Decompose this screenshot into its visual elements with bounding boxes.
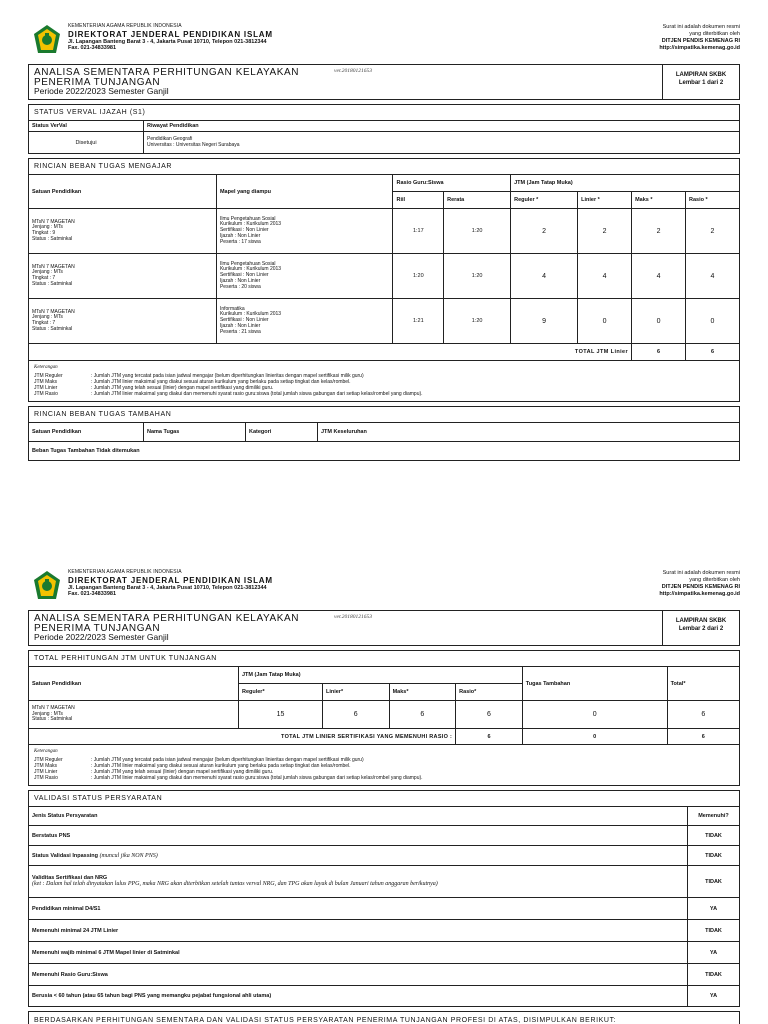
- sheet-number: Lembar 2 dari 2: [678, 625, 724, 632]
- riwayat-value: [144, 132, 740, 154]
- req-value: TIDAK: [688, 846, 740, 866]
- ket-value: : Jumlah JTM linier maksimal yang diakui dan memenuhi syarat rasio guru:siswa (total jumlah siswa gabungan dari setiap kelas/rombel yang diampu).: [91, 775, 423, 781]
- ket-key: JTM Maks: [34, 379, 58, 385]
- table-row: [29, 866, 740, 898]
- req-note: (muncul jika NON PNS): [99, 852, 158, 859]
- col-maks: [632, 192, 686, 209]
- ministry-name: KEMENTERIAN AGAMA REPUBLIK INDONESIA: [68, 23, 182, 29]
- school-name: MTsN 7 MAGETAN: [32, 218, 75, 225]
- col-memenuhi: Memenuhi?: [688, 807, 740, 826]
- kesimpulan-section: [28, 1011, 740, 1024]
- ket-value: : Jumlah JTM linier maksimal yang diakui sesuai aturan kurikulum yang berlaku pada setiap tingkat dan kelas/rombel.: [91, 379, 351, 385]
- document-period: Periode 2022/2023 Semester Ganjil: [34, 86, 169, 96]
- ijazah: Ijazah : Non Linier: [219, 232, 261, 239]
- total-jtm-table: [28, 666, 740, 745]
- ket-key: JTM Linier: [34, 385, 58, 391]
- total-maks: 6: [632, 344, 686, 361]
- req-label: Berstatus PNS: [29, 826, 688, 846]
- jenjang: Jenjang : MTs: [32, 224, 63, 231]
- req-label: Memenuhi Rasio Guru:Siswa: [29, 964, 688, 986]
- sum-tugas: 0: [522, 729, 667, 745]
- linier-cell: 0: [578, 299, 632, 344]
- linier-cell: 2: [578, 209, 632, 254]
- ket-key: JTM Rasio: [34, 775, 58, 781]
- tingkat: Tingkat : 7: [32, 320, 56, 326]
- document-title: ANALISA SEMENTARA PERHITUNGAN KELAYAKAN PENERIMA TUNJANGAN: [34, 67, 300, 88]
- sum-row: [29, 729, 740, 745]
- section-heading: RINCIAN BEBAN TUGAS MENGAJAR: [29, 159, 739, 175]
- official-note-issuer: DITJEN PENDIS KEMENAG RI: [661, 584, 740, 591]
- reguler-cell: 9: [511, 299, 578, 344]
- status: Status : Satminkal: [32, 235, 73, 242]
- col-kategori: Kategori: [246, 423, 318, 442]
- req-note: (ket : Dalam hal telah dinyatakan lulus PPG, maka NRG akan diterbitkan setelah tuntas verval NRG, dan TPG akan layak di bulan Januari tahun anggaran berikutnya): [32, 881, 438, 888]
- tingkat: Tingkat : 9: [32, 230, 56, 236]
- req-label: Pendidikan minimal D4/S1: [29, 898, 688, 920]
- col-rasio: [456, 684, 523, 701]
- official-note-line: yang diterbitkan oleh: [689, 577, 740, 584]
- keterangan-title: Keterangan: [34, 365, 58, 370]
- rerata-cell: 1:20: [444, 254, 511, 299]
- ket-value: : Jumlah JTM yang telah sesuai (linier) dengan mapel sertifikasi yang dimiliki guru.: [91, 385, 274, 391]
- address: Jl. Lapangan Banteng Barat 3 - 4, Jakarta Pusat 10710, Telepon 021-3812344: [68, 584, 267, 591]
- total-jtm-section: [28, 650, 740, 786]
- school-name: MTsN 7 MAGETAN: [32, 704, 75, 711]
- star-mark: *: [597, 197, 600, 203]
- section-heading: TOTAL PERHITUNGAN JTM UNTUK TUNJANGAN: [29, 651, 739, 667]
- req-value: YA: [688, 898, 740, 920]
- lembar-2: [28, 568, 740, 1024]
- col-rasio-label: Rasio: [459, 689, 475, 695]
- col-nama-tugas: Nama Tugas: [144, 423, 246, 442]
- col-linier: [322, 684, 389, 701]
- sum-jtm: 6: [456, 729, 523, 745]
- col-reguler-label: Reguler: [514, 197, 535, 203]
- sertifikasi: Sertifikasi : Non Linier: [219, 272, 269, 279]
- riwayat-universitas: Universitas : Universitas Negeri Surabaya: [147, 141, 240, 148]
- document-title-box: [28, 610, 740, 646]
- official-note-line: Surat ini adalah dokumen resmi: [662, 24, 740, 30]
- official-note-line: Surat ini adalah dokumen resmi: [662, 570, 740, 576]
- rasio-cell: 6: [456, 701, 523, 729]
- req-label: Memenuhi wajib minimal 6 JTM Mapel linier di Satminkal: [29, 942, 688, 964]
- col-linier-label: Linier: [325, 689, 341, 695]
- section-heading: RINCIAN BEBAN TUGAS TAMBAHAN: [29, 407, 739, 423]
- official-note-line: yang diterbitkan oleh: [689, 31, 740, 38]
- table-row: [29, 920, 740, 942]
- linier-cell: 4: [578, 254, 632, 299]
- mapel-cell: [216, 254, 393, 299]
- status: Status : Satminkal: [32, 716, 73, 723]
- tugas-cell: 0: [522, 701, 667, 729]
- table-row: [29, 846, 740, 866]
- table-row: [29, 898, 740, 920]
- table-row: [29, 942, 740, 964]
- section-heading: VALIDASI STATUS PERSYARATAN: [29, 791, 739, 807]
- col-reguler: [511, 192, 578, 209]
- col-maks: [389, 684, 456, 701]
- table-row: [29, 209, 740, 254]
- sertifikasi: Sertifikasi : Non Linier: [219, 227, 269, 234]
- satuan-cell: [29, 701, 239, 729]
- col-satuan: Satuan Pendidikan: [29, 423, 144, 442]
- sum-total: 6: [667, 729, 739, 745]
- ministry-name: KEMENTERIAN AGAMA REPUBLIK INDONESIA: [68, 569, 182, 575]
- satuan-cell: [29, 254, 217, 299]
- kurikulum: Kurikulum : Kurikulum 2013: [219, 266, 282, 273]
- kurikulum: Kurikulum : Kurikulum 2013: [219, 311, 282, 318]
- col-rasio-label: Rasio: [689, 197, 704, 203]
- col-total-label: Total: [670, 680, 684, 687]
- col-tugas-tambahan: Tugas Tambahan: [522, 667, 667, 701]
- ket-key: JTM Linier: [34, 769, 58, 775]
- tingkat: Tingkat : 7: [32, 275, 56, 281]
- rerata-cell: 1:20: [444, 299, 511, 344]
- lampiran-box: [662, 611, 739, 645]
- dirjen-name: DIREKTORAT JENDERAL PENDIDIKAN ISLAM: [68, 575, 273, 585]
- col-reguler-label: Reguler: [241, 689, 263, 695]
- star-mark: *: [536, 197, 539, 203]
- mapel-cell: [216, 209, 393, 254]
- kesimpulan-heading: BERDASARKAN PERHITUNGAN SEMENTARA DAN VALIDASI STATUS PERSYARATAN PENERIMA TUNJANGAN PROFESI DI ATAS, DISIMPULKAN BERIKUT:: [29, 1012, 739, 1024]
- col-mapel: Mapel yang diampu: [216, 175, 393, 209]
- table-row: [29, 701, 740, 729]
- table-row: [29, 254, 740, 299]
- req-label: Status Validasi Inpassing: [32, 852, 99, 859]
- kemenag-logo-icon: [32, 570, 62, 602]
- req-value: YA: [688, 942, 740, 964]
- school-name: MTsN 7 MAGETAN: [32, 308, 75, 315]
- fax: Fax. 021-34833981: [68, 591, 117, 598]
- fax: Fax. 021-34833981: [68, 45, 117, 52]
- ket-key: JTM Reguler: [34, 757, 63, 763]
- table-row: [29, 826, 740, 846]
- riil-cell: 1:20: [393, 254, 444, 299]
- simpatika-link[interactable]: http://simpatika.kemenag.go.id: [659, 45, 740, 52]
- letterhead: [28, 22, 740, 62]
- ket-key: JTM Rasio: [34, 391, 58, 397]
- ket-value: : Jumlah JTM yang tercatat pada isian jadwal mengajar (belum diperhitungkan linieritas dengan mapel sertifikasi milik guru): [91, 373, 364, 379]
- riil-cell: 1:21: [393, 299, 444, 344]
- keterangan: [29, 360, 739, 401]
- kemenag-logo-icon: [32, 24, 62, 56]
- col-status-verval: Status VerVal: [29, 121, 144, 132]
- sheet-number: Lembar 1 dari 2: [678, 79, 724, 86]
- ket-value: : Jumlah JTM linier maksimal yang diakui sesuai aturan kurikulum yang berlaku pada setiap tingkat dan kelas/rombel.: [91, 763, 351, 769]
- col-maks-label: Maks: [392, 689, 407, 695]
- star-mark: *: [650, 197, 653, 203]
- ijazah: Ijazah : Non Linier: [219, 322, 261, 329]
- maks-cell: 6: [389, 701, 456, 729]
- peserta: Peserta : 17 siswa: [219, 238, 261, 245]
- col-reguler: [238, 684, 322, 701]
- tambahan-table: [28, 422, 740, 461]
- verval-status-value: Disetujui: [29, 132, 144, 154]
- ket-value: : Jumlah JTM yang telah sesuai (linier) dengan mapel sertifikasi yang dimiliki guru.: [91, 769, 274, 775]
- col-linier: [578, 192, 632, 209]
- req-value: TIDAK: [688, 964, 740, 986]
- maks-cell: 0: [632, 299, 686, 344]
- reguler-cell: 4: [511, 254, 578, 299]
- lembar-1: [28, 22, 740, 461]
- col-jenis: Jenis Status Persyaratan: [29, 807, 688, 826]
- validasi-section: [28, 790, 740, 1007]
- lampiran-box: [662, 65, 739, 99]
- col-jtm-keseluruhan: JTM Keseluruhan: [318, 423, 740, 442]
- satuan-cell: [29, 209, 217, 254]
- peserta: Peserta : 20 siswa: [219, 283, 261, 290]
- validasi-table: [28, 806, 740, 1007]
- official-note-issuer: DITJEN PENDIS KEMENAG RI: [661, 38, 740, 45]
- document-period: Periode 2022/2023 Semester Ganjil: [34, 632, 169, 642]
- star-mark: *: [683, 680, 686, 687]
- keterangan: [29, 744, 739, 785]
- kurikulum: Kurikulum : Kurikulum 2013: [219, 221, 282, 228]
- ket-value: : Jumlah JTM linier maksimal yang diakui dan memenuhi syarat rasio guru:siswa (total jumlah siswa gabungan dari setiap kelas/rombel yang diampu).: [91, 391, 423, 397]
- riwayat-prodi: Pendidikan Geografi: [147, 135, 193, 142]
- col-riwayat: Riwayat Pendidikan: [144, 121, 740, 132]
- col-linier-label: Linier: [581, 197, 597, 203]
- star-mark: *: [262, 689, 265, 695]
- official-note: [659, 24, 740, 53]
- req-label: Berusia < 60 tahun (atau 65 tahun bagi PNS yang memangku pejabat fungsional ahli utama): [29, 986, 688, 1007]
- section-heading: STATUS VERVAL IJAZAH (S1): [29, 105, 739, 121]
- beban-tambahan-section: [28, 406, 740, 461]
- beban-table: [28, 174, 740, 361]
- total-cell: 6: [667, 701, 739, 729]
- keterangan-title: Keterangan: [34, 749, 58, 754]
- col-rerata: Rerata: [444, 192, 511, 209]
- linier-cell: 6: [322, 701, 389, 729]
- document-title-box: [28, 64, 740, 100]
- total-row: [29, 344, 740, 361]
- sertifikasi: Sertifikasi : Non Linier: [219, 317, 269, 324]
- rasio-cell: 0: [686, 299, 740, 344]
- peserta: Peserta : 21 siswa: [219, 328, 261, 335]
- col-jtm-group: JTM (Jam Tatap Muka): [511, 175, 740, 192]
- mapel-cell: [216, 299, 393, 344]
- table-row: [29, 964, 740, 986]
- col-rasio-group: Rasio Guru:Siswa: [393, 175, 511, 192]
- ket-value: : Jumlah JTM yang tercatat pada isian jadwal mengajar (belum diperhitungkan linieritas dengan mapel sertifikasi milik guru): [91, 757, 364, 763]
- req-cell: [29, 846, 688, 866]
- req-value: TIDAK: [688, 826, 740, 846]
- beban-mengajar-section: [28, 158, 740, 402]
- star-mark: *: [474, 689, 477, 695]
- ket-key: JTM Maks: [34, 763, 58, 769]
- col-satuan: Satuan Pendidikan: [29, 175, 217, 209]
- riil-cell: 1:17: [393, 209, 444, 254]
- maks-cell: 2: [632, 209, 686, 254]
- mapel-name: Ilmu Pengetahuan Sosial: [219, 215, 276, 222]
- req-value: TIDAK: [688, 866, 740, 898]
- document-title: ANALISA SEMENTARA PERHITUNGAN KELAYAKAN PENERIMA TUNJANGAN: [34, 613, 300, 634]
- star-mark: *: [705, 197, 708, 203]
- status: Status : Satminkal: [32, 325, 73, 332]
- maks-cell: 4: [632, 254, 686, 299]
- status: Status : Satminkal: [32, 280, 73, 287]
- col-rasio: [686, 192, 740, 209]
- jenjang: Jenjang : MTs: [32, 710, 63, 717]
- ket-key: JTM Reguler: [34, 373, 63, 379]
- col-maks-label: Maks: [635, 197, 649, 203]
- document-version: ver.20180121653: [334, 68, 373, 74]
- table-row: [29, 299, 740, 344]
- rerata-cell: 1:20: [444, 209, 511, 254]
- rasio-cell: 2: [686, 209, 740, 254]
- col-riil: Riil: [393, 192, 444, 209]
- star-mark: *: [406, 689, 409, 695]
- req-label: Validitas Sertifikasi dan NRG: [32, 875, 108, 882]
- req-label: Memenuhi minimal 24 JTM Linier: [29, 920, 688, 942]
- total-label: TOTAL JTM Linier: [29, 344, 632, 361]
- star-mark: *: [340, 689, 344, 695]
- school-name: MTsN 7 MAGETAN: [32, 263, 75, 270]
- table-row: [29, 986, 740, 1007]
- jenjang: Jenjang : MTs: [32, 269, 63, 276]
- lampiran-label: LAMPIRAN SKBK: [675, 72, 727, 78]
- document-version: ver.20180121653: [334, 614, 373, 620]
- mapel-name: Informatika: [219, 305, 245, 312]
- verval-table: [28, 120, 740, 154]
- req-value: TIDAK: [688, 920, 740, 942]
- rasio-cell: 4: [686, 254, 740, 299]
- mapel-name: Ilmu Pengetahuan Sosial: [219, 260, 276, 267]
- col-total: [667, 667, 739, 701]
- satuan-cell: [29, 299, 217, 344]
- lampiran-label: LAMPIRAN SKBK: [675, 618, 727, 624]
- letterhead: [28, 568, 740, 608]
- col-jtm-group: JTM (Jam Tatap Muka): [238, 667, 522, 684]
- simpatika-link[interactable]: http://simpatika.kemenag.go.id: [659, 591, 740, 598]
- ijazah: Ijazah : Non Linier: [219, 277, 261, 284]
- tambahan-empty-message: Beban Tugas Tambahan Tidak ditemukan: [29, 442, 740, 461]
- sum-label: TOTAL JTM LINIER SERTIFIKASI YANG MEMENUHI RASIO :: [29, 729, 456, 745]
- req-cell: [29, 866, 688, 898]
- address: Jl. Lapangan Banteng Barat 3 - 4, Jakarta Pusat 10710, Telepon 021-3812344: [68, 38, 267, 45]
- official-note: [659, 570, 740, 599]
- reguler-cell: 2: [511, 209, 578, 254]
- reguler-cell: 15: [238, 701, 322, 729]
- jenjang: Jenjang : MTs: [32, 314, 63, 321]
- dirjen-name: DIREKTORAT JENDERAL PENDIDIKAN ISLAM: [68, 29, 273, 39]
- col-satuan: Satuan Pendidikan: [29, 667, 239, 701]
- total-rasio: 6: [686, 344, 740, 361]
- verval-section: [28, 104, 740, 154]
- req-value: YA: [688, 986, 740, 1007]
